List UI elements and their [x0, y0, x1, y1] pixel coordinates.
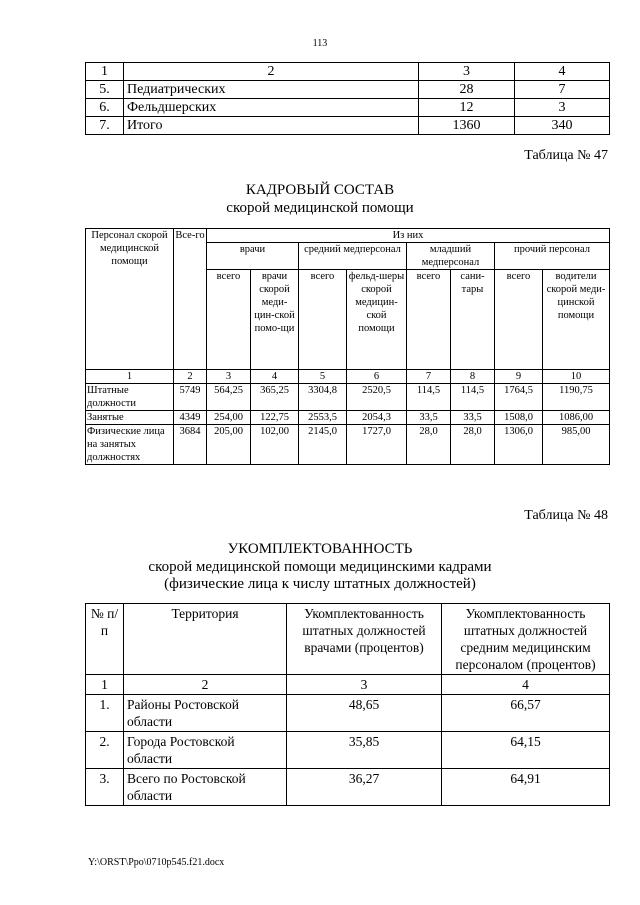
- table-cell: Педиатрических: [124, 81, 419, 99]
- table48: [85, 603, 610, 806]
- table-cell: 985,00: [543, 425, 610, 465]
- table-row: [86, 411, 610, 425]
- table-cell: Штатные должности: [86, 384, 174, 411]
- table-cell: Итого: [124, 117, 419, 135]
- header-of-them: Из них: [207, 229, 610, 243]
- group-header: врачи: [207, 243, 299, 270]
- page-number: 113: [312, 38, 328, 49]
- table-cell: 2: [174, 370, 207, 384]
- table-cell: 3: [515, 99, 610, 117]
- table-cell: 2054,3: [347, 411, 407, 425]
- table-cell: 12: [419, 99, 515, 117]
- table48-subtitle-2: (физические лица к числу штатных должностей): [164, 576, 476, 592]
- table-row: [86, 425, 610, 465]
- table-cell: 28: [419, 81, 515, 99]
- table-cell: 564,25: [207, 384, 251, 411]
- table-cell: 205,00: [207, 425, 251, 465]
- table-cell: 1.: [86, 695, 124, 732]
- header-nurses: Укомплектованность штатных должностей средним медицинским персоналом (процентов): [442, 604, 610, 675]
- table-cell: 3304,8: [299, 384, 347, 411]
- table-cell: 3: [207, 370, 251, 384]
- table-cell: Города Ростовской области: [124, 732, 287, 769]
- table-cell: 6: [347, 370, 407, 384]
- table-cell: 102,00: [251, 425, 299, 465]
- table-cell: 254,00: [207, 411, 251, 425]
- header-personnel: Персонал скорой медицинской помощи: [86, 229, 174, 370]
- table-cell: 64,91: [442, 769, 610, 806]
- table-cell: 2: [124, 675, 287, 695]
- table-cell: 1: [86, 63, 124, 81]
- table-cell: 2.: [86, 732, 124, 769]
- table-cell: 7: [515, 81, 610, 99]
- group-header: прочий персонал: [495, 243, 610, 270]
- table-cell: 2553,5: [299, 411, 347, 425]
- table-cell: Занятые: [86, 411, 174, 425]
- table-row: [86, 81, 610, 99]
- table-cell: 4349: [174, 411, 207, 425]
- table-cell: 3: [419, 63, 515, 81]
- sub-header: всего: [407, 270, 451, 370]
- table-cell: 3.: [86, 769, 124, 806]
- table-cell: 122,75: [251, 411, 299, 425]
- table-cell: 35,85: [287, 732, 442, 769]
- table-cell: 33,5: [407, 411, 451, 425]
- table-cell: Районы Ростовской области: [124, 695, 287, 732]
- table-cell: 1306,0: [495, 425, 543, 465]
- number-row: [86, 370, 610, 384]
- table-cell: Физические лица на занятых должностях: [86, 425, 174, 465]
- table-cell: 2520,5: [347, 384, 407, 411]
- table-cell: 2: [124, 63, 419, 81]
- sub-header: всего: [495, 270, 543, 370]
- table-cell: 4: [515, 63, 610, 81]
- group-header: средний медперсонал: [299, 243, 407, 270]
- table48-subtitle-1: скорой медицинской помощи медицинскими кадрами: [148, 559, 492, 575]
- table47-title: КАДРОВЫЙ СОСТАВ: [245, 182, 395, 198]
- table-cell: 1086,00: [543, 411, 610, 425]
- table-cell: 365,25: [251, 384, 299, 411]
- table-header-row: [86, 63, 610, 81]
- table-cell: 1727,0: [347, 425, 407, 465]
- table-cell: 5: [299, 370, 347, 384]
- table-continuation: [85, 62, 610, 135]
- table-cell: 1360: [419, 117, 515, 135]
- header-territory: Территория: [124, 604, 287, 675]
- sub-header: фельд-шеры скорой медицин-ской помощи: [347, 270, 407, 370]
- table-cell: 64,15: [442, 732, 610, 769]
- table47: [85, 228, 610, 465]
- sub-header: сани-тары: [451, 270, 495, 370]
- table-cell: 1508,0: [495, 411, 543, 425]
- table-cell: 9: [495, 370, 543, 384]
- table-cell: 2145,0: [299, 425, 347, 465]
- table-cell: 8: [451, 370, 495, 384]
- table-cell: 28,0: [451, 425, 495, 465]
- table-cell: 5749: [174, 384, 207, 411]
- table-cell: Всего по Ростовской области: [124, 769, 287, 806]
- table-cell: 4: [251, 370, 299, 384]
- table-cell: 28,0: [407, 425, 451, 465]
- table-row: [86, 732, 610, 769]
- table-row: [86, 99, 610, 117]
- table-cell: Фельдшерских: [124, 99, 419, 117]
- table-cell: 5.: [86, 81, 124, 99]
- table48-title: УКОМПЛЕКТОВАННОСТЬ: [227, 541, 413, 557]
- table-cell: 33,5: [451, 411, 495, 425]
- sub-header: водители скорой меди-цинской помощи: [543, 270, 610, 370]
- table-cell: 7: [407, 370, 451, 384]
- table-cell: 1: [86, 675, 124, 695]
- table-cell: 3684: [174, 425, 207, 465]
- table-cell: 10: [543, 370, 610, 384]
- table-cell: 36,27: [287, 769, 442, 806]
- sub-header: всего: [207, 270, 251, 370]
- table-cell: 1190,75: [543, 384, 610, 411]
- number-row: [86, 675, 610, 695]
- group-header: младший медперсонал: [407, 243, 495, 270]
- table-row: [86, 117, 610, 135]
- table-cell: 48,65: [287, 695, 442, 732]
- table-cell: 114,5: [407, 384, 451, 411]
- table-row: [86, 384, 610, 411]
- table-cell: 66,57: [442, 695, 610, 732]
- table47-subtitle: скорой медицинской помощи: [226, 200, 414, 216]
- table47-label: Таблица № 47: [524, 148, 608, 163]
- table-cell: 6.: [86, 99, 124, 117]
- sub-header: врачи скорой меди-цин-ской помо-щи: [251, 270, 299, 370]
- table-cell: 4: [442, 675, 610, 695]
- table-cell: 7.: [86, 117, 124, 135]
- table-row: [86, 769, 610, 806]
- table-cell: 1764,5: [495, 384, 543, 411]
- table-cell: 114,5: [451, 384, 495, 411]
- file-path-footer: Y:\ORST\Ppo\0710p545.f21.docx: [88, 857, 225, 868]
- header-total: Все-го: [174, 229, 207, 370]
- header-number: № п/п: [86, 604, 124, 675]
- table-cell: 3: [287, 675, 442, 695]
- table-cell: 340: [515, 117, 610, 135]
- sub-header: всего: [299, 270, 347, 370]
- table-row: [86, 695, 610, 732]
- header-doctors: Укомплектованность штатных должностей врачами (процентов): [287, 604, 442, 675]
- table48-label: Таблица № 48: [524, 508, 608, 523]
- table-cell: 1: [86, 370, 174, 384]
